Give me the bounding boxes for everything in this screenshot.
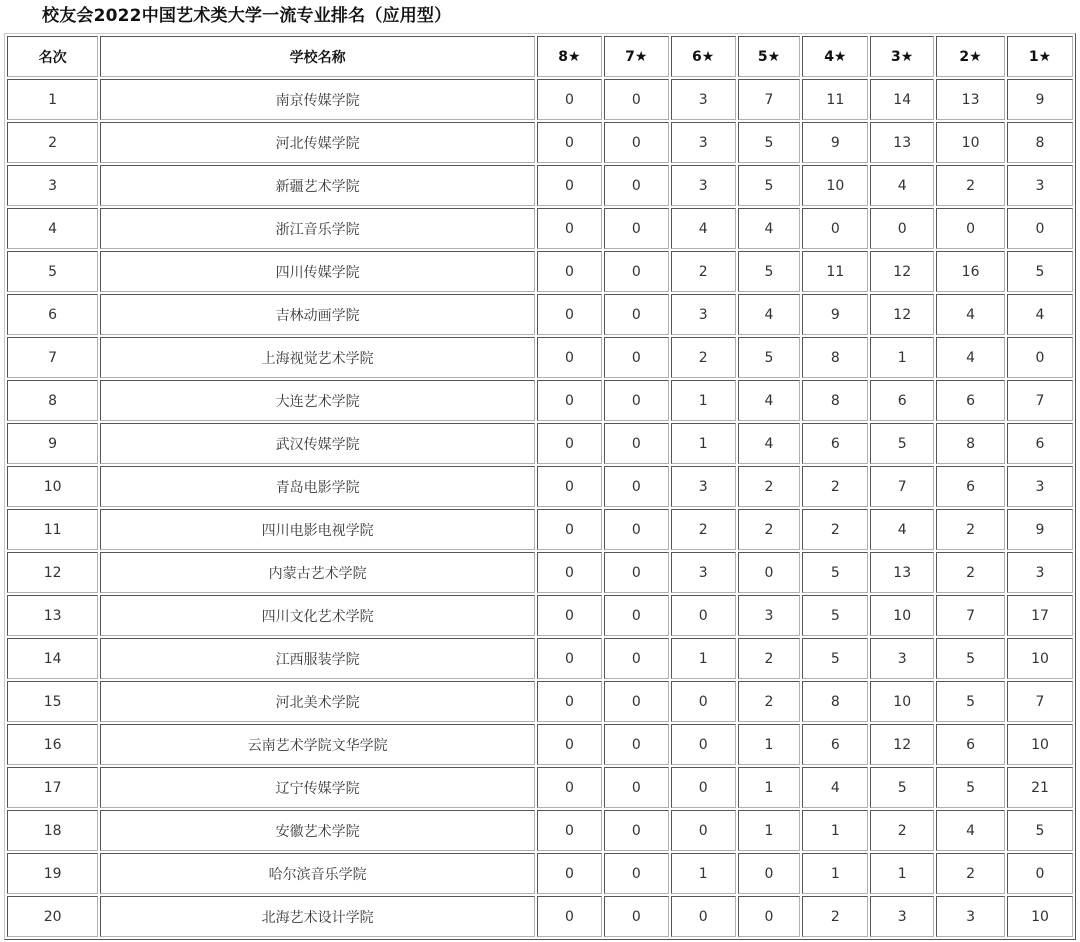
table-body: [7, 79, 1073, 937]
rank-cell: 16: [7, 724, 98, 765]
star-4-count-cell: 0: [802, 208, 868, 249]
school-name-cell: 四川传媒学院: [100, 251, 535, 292]
star-3-count-cell: 14: [870, 79, 934, 120]
star-8-count-cell: 0: [537, 423, 602, 464]
star-3-count-cell: 5: [870, 767, 934, 808]
rank-cell: 9: [7, 423, 98, 464]
star-8-count-cell: 0: [537, 595, 602, 636]
school-name-cell: 上海视觉艺术学院: [100, 337, 535, 378]
star-2-count-cell: 2: [936, 165, 1005, 206]
star-3-count-cell: 7: [870, 466, 934, 507]
star-8-count-cell: 0: [537, 165, 602, 206]
school-name-cell: 辽宁传媒学院: [100, 767, 535, 808]
star-3-count-cell: 10: [870, 595, 934, 636]
star-6-count-cell: 4: [671, 208, 736, 249]
rank-cell: 15: [7, 681, 98, 722]
star-1-count-cell: 7: [1007, 380, 1073, 421]
star-7-count-cell: 0: [604, 380, 669, 421]
star-1-count-cell: 5: [1007, 810, 1073, 851]
star-4-count-cell: 4: [802, 767, 868, 808]
star-7-count-cell: 0: [604, 896, 669, 937]
star-5-count-cell: 4: [738, 423, 801, 464]
rank-cell: 5: [7, 251, 98, 292]
star-3-count-cell: 1: [870, 853, 934, 894]
star-6-count-cell: 3: [671, 294, 736, 335]
star-4-count-cell: 2: [802, 896, 868, 937]
star-4-count-cell: 5: [802, 552, 868, 593]
star-5-count-cell: 7: [738, 79, 801, 120]
header-7-star: 7★: [604, 36, 669, 77]
star-1-count-cell: 21: [1007, 767, 1073, 808]
star-3-count-cell: 4: [870, 509, 934, 550]
star-2-count-cell: 5: [936, 767, 1005, 808]
star-2-count-cell: 2: [936, 552, 1005, 593]
star-2-count-cell: 2: [936, 509, 1005, 550]
star-6-count-cell: 3: [671, 122, 736, 163]
star-6-count-cell: 3: [671, 165, 736, 206]
star-8-count-cell: 0: [537, 337, 602, 378]
rank-cell: 14: [7, 638, 98, 679]
school-name-cell: 青岛电影学院: [100, 466, 535, 507]
star-4-count-cell: 2: [802, 466, 868, 507]
star-5-count-cell: 4: [738, 208, 801, 249]
table-row: [7, 423, 1073, 464]
star-2-count-cell: 13: [936, 79, 1005, 120]
star-4-count-cell: 5: [802, 638, 868, 679]
star-4-count-cell: 11: [802, 251, 868, 292]
rank-cell: 20: [7, 896, 98, 937]
table-row: [7, 509, 1073, 550]
star-2-count-cell: 7: [936, 595, 1005, 636]
star-7-count-cell: 0: [604, 466, 669, 507]
star-2-count-cell: 0: [936, 208, 1005, 249]
star-1-count-cell: 0: [1007, 208, 1073, 249]
star-4-count-cell: 8: [802, 380, 868, 421]
star-6-count-cell: 0: [671, 810, 736, 851]
star-3-count-cell: 12: [870, 294, 934, 335]
star-6-count-cell: 0: [671, 896, 736, 937]
school-name-cell: 大连艺术学院: [100, 380, 535, 421]
star-3-count-cell: 0: [870, 208, 934, 249]
star-6-count-cell: 3: [671, 79, 736, 120]
header-6-star: 6★: [671, 36, 736, 77]
school-name-cell: 浙江音乐学院: [100, 208, 535, 249]
header-5-star: 5★: [738, 36, 801, 77]
table-row: [7, 638, 1073, 679]
star-2-count-cell: 4: [936, 810, 1005, 851]
star-8-count-cell: 0: [537, 509, 602, 550]
star-5-count-cell: 2: [738, 466, 801, 507]
header-8-star: 8★: [537, 36, 602, 77]
rank-cell: 3: [7, 165, 98, 206]
rank-cell: 10: [7, 466, 98, 507]
star-2-count-cell: 8: [936, 423, 1005, 464]
school-name-cell: 河北传媒学院: [100, 122, 535, 163]
star-2-count-cell: 5: [936, 681, 1005, 722]
rank-cell: 11: [7, 509, 98, 550]
star-1-count-cell: 8: [1007, 122, 1073, 163]
star-1-count-cell: 3: [1007, 552, 1073, 593]
school-name-cell: 云南艺术学院文华学院: [100, 724, 535, 765]
star-6-count-cell: 2: [671, 251, 736, 292]
school-name-cell: 哈尔滨音乐学院: [100, 853, 535, 894]
star-2-count-cell: 5: [936, 638, 1005, 679]
star-8-count-cell: 0: [537, 638, 602, 679]
rank-cell: 13: [7, 595, 98, 636]
header-4-star: 4★: [802, 36, 868, 77]
star-2-count-cell: 3: [936, 896, 1005, 937]
rank-cell: 6: [7, 294, 98, 335]
star-1-count-cell: 10: [1007, 638, 1073, 679]
star-4-count-cell: 10: [802, 165, 868, 206]
school-name-cell: 北海艺术设计学院: [100, 896, 535, 937]
star-5-count-cell: 1: [738, 810, 801, 851]
star-3-count-cell: 13: [870, 122, 934, 163]
table-row: [7, 380, 1073, 421]
header-3-star: 3★: [870, 36, 934, 77]
star-4-count-cell: 6: [802, 724, 868, 765]
star-1-count-cell: 10: [1007, 724, 1073, 765]
header-row: [7, 36, 1073, 77]
star-7-count-cell: 0: [604, 79, 669, 120]
rank-cell: 1: [7, 79, 98, 120]
star-5-count-cell: 0: [738, 552, 801, 593]
star-5-count-cell: 3: [738, 595, 801, 636]
rank-cell: 17: [7, 767, 98, 808]
star-5-count-cell: 0: [738, 896, 801, 937]
star-5-count-cell: 4: [738, 380, 801, 421]
rank-cell: 8: [7, 380, 98, 421]
table-row: [7, 122, 1073, 163]
star-3-count-cell: 3: [870, 896, 934, 937]
star-6-count-cell: 0: [671, 724, 736, 765]
star-6-count-cell: 0: [671, 681, 736, 722]
star-4-count-cell: 1: [802, 853, 868, 894]
star-6-count-cell: 1: [671, 423, 736, 464]
star-2-count-cell: 16: [936, 251, 1005, 292]
star-8-count-cell: 0: [537, 767, 602, 808]
star-7-count-cell: 0: [604, 208, 669, 249]
star-5-count-cell: 2: [738, 638, 801, 679]
star-2-count-cell: 10: [936, 122, 1005, 163]
star-8-count-cell: 0: [537, 724, 602, 765]
school-name-cell: 安徽艺术学院: [100, 810, 535, 851]
star-8-count-cell: 0: [537, 208, 602, 249]
star-3-count-cell: 12: [870, 251, 934, 292]
school-name-cell: 河北美术学院: [100, 681, 535, 722]
star-6-count-cell: 2: [671, 337, 736, 378]
star-6-count-cell: 1: [671, 638, 736, 679]
table-row: [7, 853, 1073, 894]
star-5-count-cell: 2: [738, 509, 801, 550]
star-7-count-cell: 0: [604, 853, 669, 894]
star-4-count-cell: 11: [802, 79, 868, 120]
star-7-count-cell: 0: [604, 681, 669, 722]
star-8-count-cell: 0: [537, 681, 602, 722]
star-4-count-cell: 6: [802, 423, 868, 464]
star-3-count-cell: 10: [870, 681, 934, 722]
rank-cell: 19: [7, 853, 98, 894]
header-rank: 名次: [7, 36, 98, 77]
star-2-count-cell: 6: [936, 466, 1005, 507]
table-row: [7, 466, 1073, 507]
star-8-count-cell: 0: [537, 79, 602, 120]
star-1-count-cell: 0: [1007, 853, 1073, 894]
star-7-count-cell: 0: [604, 724, 669, 765]
star-5-count-cell: 0: [738, 853, 801, 894]
star-5-count-cell: 4: [738, 294, 801, 335]
rank-cell: 4: [7, 208, 98, 249]
star-5-count-cell: 5: [738, 122, 801, 163]
star-6-count-cell: 0: [671, 595, 736, 636]
star-2-count-cell: 2: [936, 853, 1005, 894]
header-school-name: 学校名称: [100, 36, 535, 77]
star-5-count-cell: 1: [738, 724, 801, 765]
school-name-cell: 江西服装学院: [100, 638, 535, 679]
star-3-count-cell: 6: [870, 380, 934, 421]
star-7-count-cell: 0: [604, 337, 669, 378]
star-3-count-cell: 4: [870, 165, 934, 206]
table-row: [7, 552, 1073, 593]
table-row: [7, 896, 1073, 937]
rank-cell: 2: [7, 122, 98, 163]
star-7-count-cell: 0: [604, 595, 669, 636]
star-1-count-cell: 6: [1007, 423, 1073, 464]
star-3-count-cell: 5: [870, 423, 934, 464]
table-row: [7, 724, 1073, 765]
star-1-count-cell: 3: [1007, 466, 1073, 507]
star-1-count-cell: 17: [1007, 595, 1073, 636]
star-4-count-cell: 8: [802, 337, 868, 378]
star-4-count-cell: 2: [802, 509, 868, 550]
page-title: 校友会2022中国艺术类大学一流专业排名（应用型）: [42, 6, 452, 26]
star-3-count-cell: 3: [870, 638, 934, 679]
star-8-count-cell: 0: [537, 810, 602, 851]
star-7-count-cell: 0: [604, 294, 669, 335]
star-4-count-cell: 9: [802, 122, 868, 163]
star-6-count-cell: 0: [671, 767, 736, 808]
star-6-count-cell: 3: [671, 552, 736, 593]
star-6-count-cell: 2: [671, 509, 736, 550]
star-6-count-cell: 1: [671, 380, 736, 421]
star-1-count-cell: 0: [1007, 337, 1073, 378]
star-3-count-cell: 1: [870, 337, 934, 378]
table-row: [7, 595, 1073, 636]
school-name-cell: 新疆艺术学院: [100, 165, 535, 206]
star-5-count-cell: 2: [738, 681, 801, 722]
school-name-cell: 武汉传媒学院: [100, 423, 535, 464]
school-name-cell: 南京传媒学院: [100, 79, 535, 120]
header-1-star: 1★: [1007, 36, 1073, 77]
table-row: [7, 251, 1073, 292]
star-8-count-cell: 0: [537, 853, 602, 894]
table-row: [7, 767, 1073, 808]
table-row: [7, 79, 1073, 120]
star-1-count-cell: 5: [1007, 251, 1073, 292]
star-1-count-cell: 3: [1007, 165, 1073, 206]
star-8-count-cell: 0: [537, 896, 602, 937]
school-name-cell: 内蒙古艺术学院: [100, 552, 535, 593]
star-7-count-cell: 0: [604, 122, 669, 163]
star-4-count-cell: 8: [802, 681, 868, 722]
star-5-count-cell: 1: [738, 767, 801, 808]
star-8-count-cell: 0: [537, 294, 602, 335]
star-5-count-cell: 5: [738, 165, 801, 206]
rank-cell: 12: [7, 552, 98, 593]
star-7-count-cell: 0: [604, 552, 669, 593]
star-2-count-cell: 4: [936, 294, 1005, 335]
header-2-star: 2★: [936, 36, 1005, 77]
star-6-count-cell: 3: [671, 466, 736, 507]
table-row: [7, 337, 1073, 378]
star-2-count-cell: 6: [936, 724, 1005, 765]
star-3-count-cell: 13: [870, 552, 934, 593]
star-5-count-cell: 5: [738, 337, 801, 378]
rank-cell: 18: [7, 810, 98, 851]
star-7-count-cell: 0: [604, 767, 669, 808]
star-5-count-cell: 5: [738, 251, 801, 292]
rank-cell: 7: [7, 337, 98, 378]
star-6-count-cell: 1: [671, 853, 736, 894]
star-1-count-cell: 7: [1007, 681, 1073, 722]
star-8-count-cell: 0: [537, 122, 602, 163]
star-7-count-cell: 0: [604, 251, 669, 292]
star-7-count-cell: 0: [604, 638, 669, 679]
star-4-count-cell: 9: [802, 294, 868, 335]
star-7-count-cell: 0: [604, 423, 669, 464]
star-4-count-cell: 5: [802, 595, 868, 636]
star-2-count-cell: 6: [936, 380, 1005, 421]
star-3-count-cell: 12: [870, 724, 934, 765]
star-1-count-cell: 4: [1007, 294, 1073, 335]
table-row: [7, 165, 1073, 206]
star-1-count-cell: 10: [1007, 896, 1073, 937]
table-row: [7, 294, 1073, 335]
star-8-count-cell: 0: [537, 552, 602, 593]
star-8-count-cell: 0: [537, 466, 602, 507]
star-8-count-cell: 0: [537, 380, 602, 421]
school-name-cell: 吉林动画学院: [100, 294, 535, 335]
table-row: [7, 208, 1073, 249]
school-name-cell: 四川文化艺术学院: [100, 595, 535, 636]
star-7-count-cell: 0: [604, 165, 669, 206]
school-name-cell: 四川电影电视学院: [100, 509, 535, 550]
table-row: [7, 810, 1073, 851]
star-2-count-cell: 4: [936, 337, 1005, 378]
star-3-count-cell: 2: [870, 810, 934, 851]
star-1-count-cell: 9: [1007, 79, 1073, 120]
star-7-count-cell: 0: [604, 509, 669, 550]
star-8-count-cell: 0: [537, 251, 602, 292]
star-4-count-cell: 1: [802, 810, 868, 851]
star-7-count-cell: 0: [604, 810, 669, 851]
star-1-count-cell: 9: [1007, 509, 1073, 550]
table-row: [7, 681, 1073, 722]
ranking-table: [4, 33, 1076, 940]
